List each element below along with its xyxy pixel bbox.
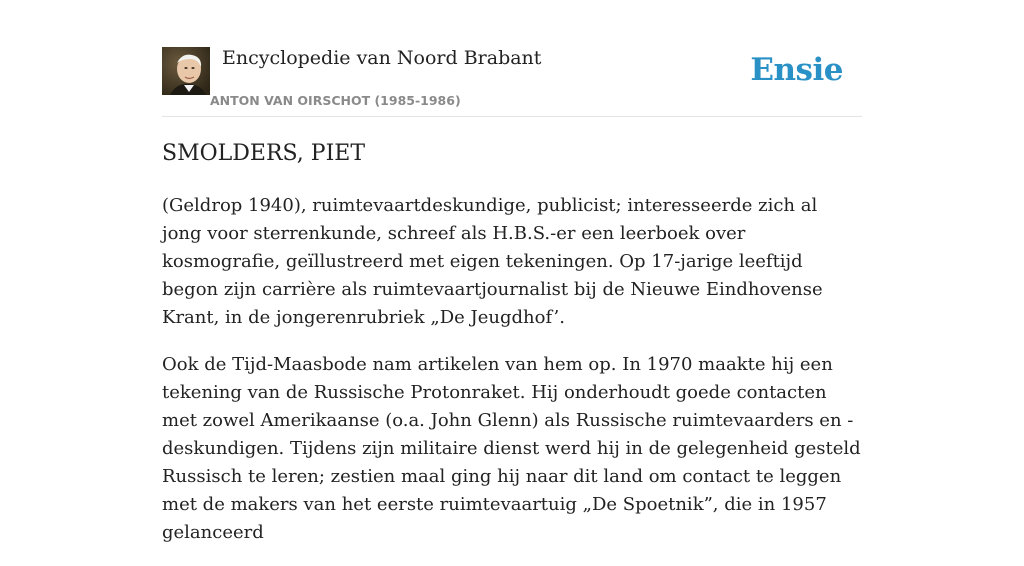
encyclopedia-title[interactable]: Encyclopedie van Noord Brabant — [222, 47, 542, 69]
author-avatar[interactable] — [162, 47, 210, 95]
entry-paragraph: (Geldrop 1940), ruimtevaartdeskundige, publicist; interesseerde zich al jong voor sterrenkunde, schreef als H.B.S.-er een leerboek over kosmografie, geïllustreerd met eigen tekeningen. Op 17-jarige leeftijd begon zijn carrière als ruimtevaartjournalist bij de Nieuwe Eindhovense Krant, in de jongerenrubriek „De Jeugdhof’. — [162, 195, 823, 328]
article-header — [162, 46, 862, 117]
author-name[interactable]: ANTON VAN OIRSCHOT (1985-1986) — [210, 93, 461, 108]
entry-paragraph: Ook de Tijd-Maasbode nam artikelen van hem op. In 1970 maakte hij een tekening van de Russische Protonraket. Hij onderhoudt goede contacten met zowel Amerikaanse (o.a. John Glenn) als Russische ruimtevaarders en -deskundigen. Tijdens zijn militaire dienst werd hij in de gelegenheid gesteld Russisch te leren; zestien maal ging hij naar dit land om contact te leggen met de makers van het eerste ruimtevaartuig „De Spoetnik”, die in 1957 gelanceerd — [162, 354, 861, 543]
entry-body — [162, 192, 862, 566]
entry-title: SMOLDERS, PIET — [162, 141, 366, 166]
author-portrait-icon — [162, 47, 210, 95]
article-page — [162, 0, 862, 543]
ensie-logo[interactable]: Ensie — [750, 52, 843, 88]
